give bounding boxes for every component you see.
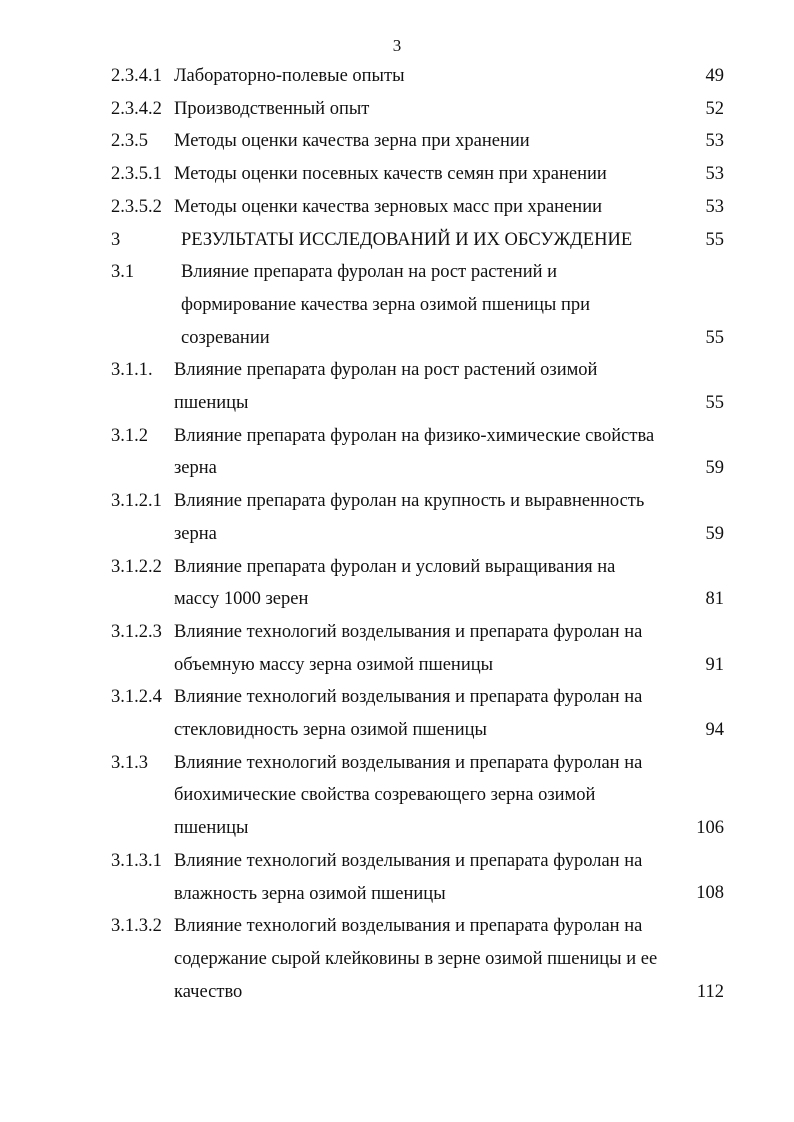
section-number: 2.3.4.1 <box>111 66 162 86</box>
page-ref: 55 <box>705 229 724 250</box>
page-ref: 108 <box>696 883 724 904</box>
section-title <box>174 158 694 191</box>
section-title-line: объемную массу зерна озимой пшеницы <box>174 654 494 675</box>
section-title-line: Влияние технологий возделывания и препарата фуролан на <box>174 916 643 937</box>
section-title-line: влажность зерна озимой пшеницы <box>174 883 446 904</box>
section-number: 3.1.2 <box>111 425 148 446</box>
page-ref: 81 <box>705 589 724 610</box>
section-title-line: Влияние препарата фуролан и условий выращивания на <box>174 556 616 577</box>
section-number: 2.3.5.2 <box>111 196 162 217</box>
section-title-line: Методы оценки посевных качеств семян при хранении <box>174 164 607 185</box>
section-number: 3.1.2.1 <box>111 491 162 512</box>
chapter-title <box>181 224 701 257</box>
section-title-line: Влияние препарата фуролан на рост растений и <box>181 262 558 283</box>
section-title-line: Влияние технологий возделывания и препарата фуролан на <box>174 621 643 642</box>
section-title <box>174 93 694 126</box>
page-ref: 91 <box>705 654 724 675</box>
section-title-line: пшеницы <box>174 818 249 839</box>
section-title-line: Методы оценки качества зерновых масс при хранении <box>174 196 602 217</box>
page-ref: 55 <box>705 392 724 413</box>
section-title-line: Лабораторно-полевые опыты <box>174 66 405 86</box>
section-title-line: содержание сырой клейковины в зерне озимой пшеницы и ее <box>174 948 658 969</box>
section-title <box>174 551 694 616</box>
section-title-line: стекловидность зерна озимой пшеницы <box>174 720 487 740</box>
section-title <box>174 125 694 158</box>
section-title <box>174 60 694 93</box>
chapter-title-line: РЕЗУЛЬТАТЫ ИССЛЕДОВАНИЙ И ИХ ОБСУЖДЕНИЕ <box>181 229 633 250</box>
section-title <box>174 191 694 224</box>
section-title <box>174 616 694 681</box>
section-title-line: Методы оценки качества зерна при хранении <box>174 131 530 152</box>
section-title-line: формирование качества зерна озимой пшеницы при <box>181 294 591 315</box>
page-ref: 49 <box>705 66 724 86</box>
section-title-line: зерна <box>174 523 217 544</box>
section-title-line: Влияние препарата фуролан на крупность и выравненность <box>174 491 645 512</box>
page-ref: 53 <box>705 131 724 152</box>
section-title <box>181 256 701 354</box>
section-title-line: биохимические свойства созревающего зерна озимой <box>174 785 596 806</box>
section-number: 3.1.2.4 <box>111 687 162 708</box>
page-ref: 53 <box>705 164 724 185</box>
section-title <box>174 681 694 746</box>
page-ref: 106 <box>696 818 724 839</box>
page-ref: 59 <box>705 523 724 544</box>
section-number: 2.3.5 <box>111 131 148 152</box>
section-number: 2.3.5.1 <box>111 164 162 185</box>
section-number: 3.1.1. <box>111 360 153 381</box>
section-title-line: Производственный опыт <box>174 98 370 119</box>
page-number: 3 <box>392 36 402 55</box>
section-title-line: Влияние технологий возделывания и препарата фуролан на <box>174 752 643 773</box>
section-title-line: Влияние препарата фуролан на физико-химические свойства <box>174 425 655 446</box>
section-title <box>174 420 694 485</box>
section-title <box>174 747 694 845</box>
section-number: 3.1.3.2 <box>111 916 162 937</box>
page-ref: 52 <box>705 98 724 119</box>
section-title-line: качество <box>174 981 243 1002</box>
section-title-line: Влияние технологий возделывания и препарата фуролан на <box>174 850 643 871</box>
page-ref: 112 <box>696 981 724 1002</box>
section-number: 3.1 <box>111 262 135 283</box>
page-ref: 53 <box>705 196 724 217</box>
section-title-line: зерна <box>174 458 217 479</box>
section-title-line: массу 1000 зерен <box>174 589 309 610</box>
section-title-line: Влияние препарата фуролан на рост растений озимой <box>174 360 598 381</box>
section-title-line: созревании <box>181 327 270 348</box>
section-title <box>174 845 694 910</box>
page-ref: 55 <box>705 327 724 348</box>
section-title-line: пшеницы <box>174 393 249 413</box>
section-title <box>174 485 694 550</box>
section-title-line: Влияние технологий возделывания и препарата фуролан на <box>174 687 643 708</box>
section-title <box>174 910 694 1008</box>
section-number: 3.1.3 <box>111 752 148 773</box>
section-number: 2.3.4.2 <box>111 98 162 119</box>
page-ref: 94 <box>705 719 724 740</box>
chapter-number: 3 <box>111 229 121 250</box>
page-ref: 59 <box>705 458 724 479</box>
section-number: 3.1.2.3 <box>111 621 162 642</box>
section-title <box>174 354 694 419</box>
section-number: 3.1.2.2 <box>111 556 162 577</box>
section-number: 3.1.3.1 <box>111 850 162 871</box>
